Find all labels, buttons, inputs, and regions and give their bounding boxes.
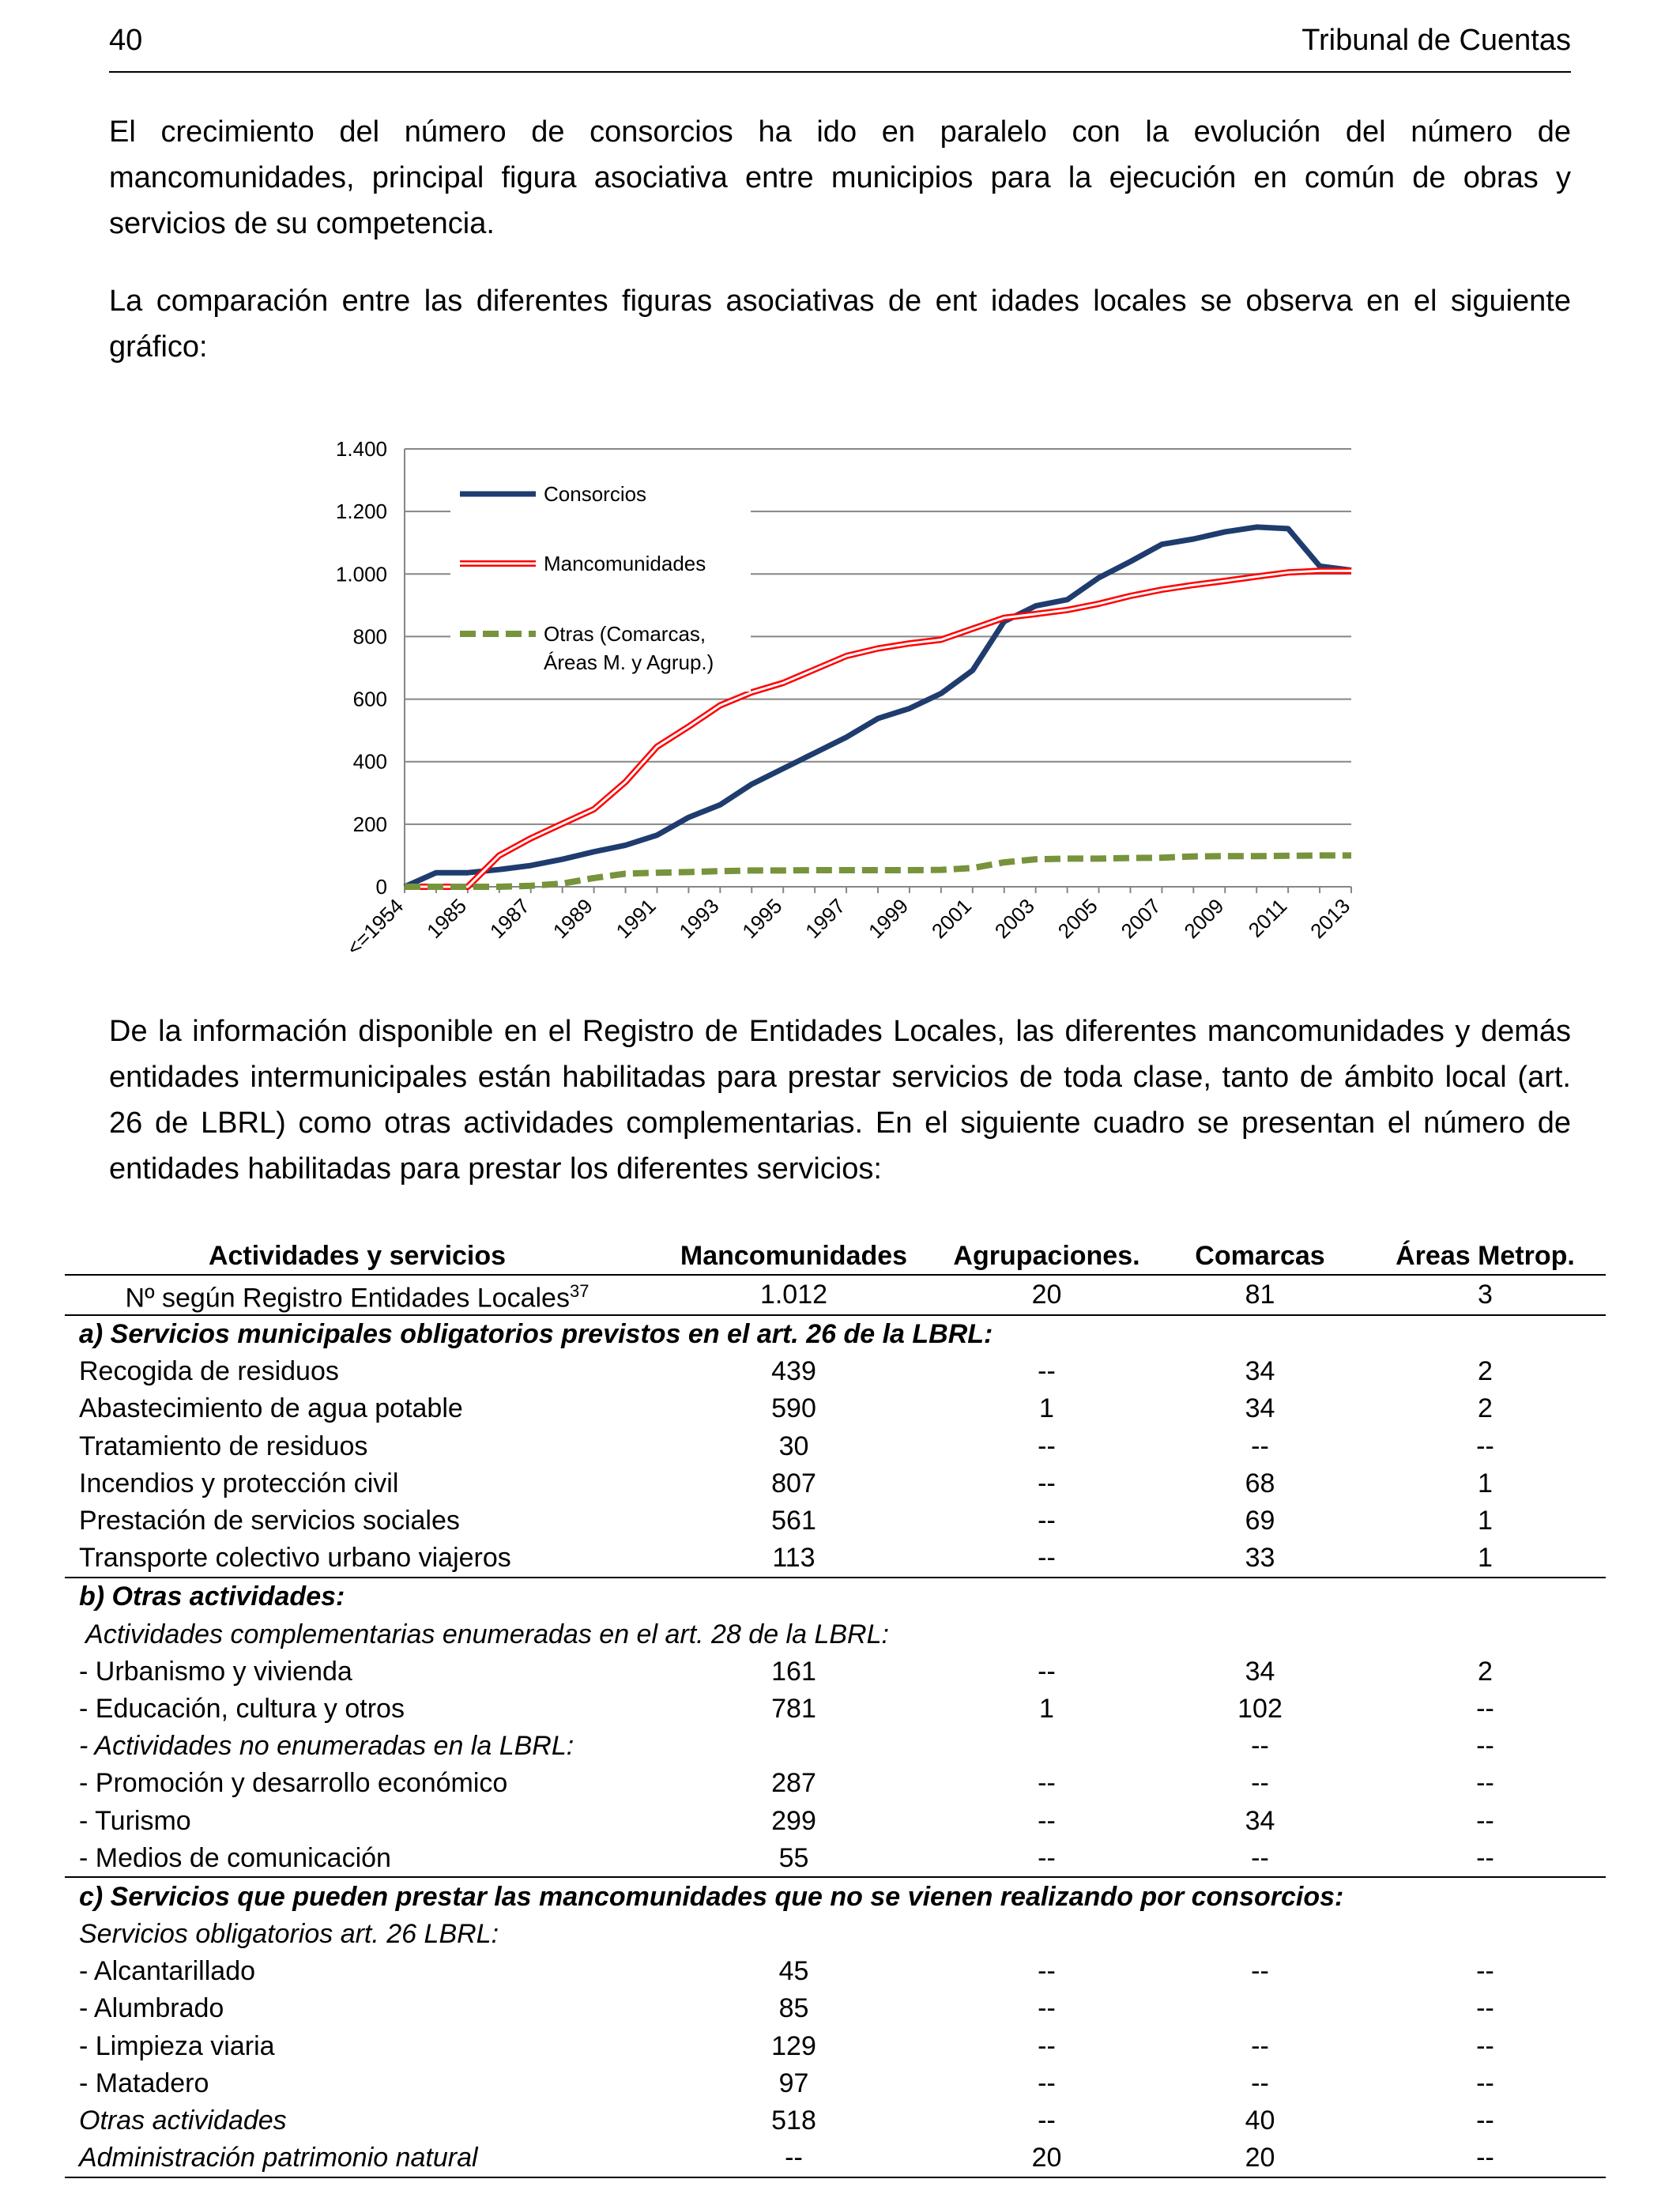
table-cell: --	[1476, 1731, 1494, 1762]
legend-label: Áreas M. y Agrup.)	[544, 650, 714, 674]
x-tick-label: 1997	[800, 894, 850, 944]
table-cell: --	[1251, 1842, 1269, 1873]
table-cell	[650, 1728, 938, 1765]
table-cell: 81	[1245, 1280, 1275, 1310]
table-cell: 85	[778, 1993, 809, 2024]
column-header: Áreas Metrop.	[1365, 1237, 1606, 1275]
x-tick-label: 1991	[611, 894, 661, 944]
table-cell: 3	[1478, 1280, 1493, 1310]
section-b-title: b) Otras actividades:	[65, 1578, 1606, 1615]
row-label: Tratamiento de residuos	[79, 1431, 368, 1461]
table-cell: --	[1038, 1805, 1056, 1836]
table-cell: --	[1476, 1993, 1494, 2024]
table-cell: 34	[1245, 1805, 1275, 1836]
paragraph-2: La comparación entre las diferentes figuras asociativas de ent idades locales se observa en el siguiente gráfico:	[109, 285, 1571, 364]
table-cell: 129	[771, 2030, 816, 2061]
table-cell: 33	[1245, 1543, 1275, 1574]
table-cell: --	[1038, 2030, 1056, 2061]
table-cell	[1155, 1990, 1365, 2027]
line-chart	[332, 419, 1375, 988]
footnote-ref: 37	[569, 1281, 590, 1302]
table-cell: 1	[1478, 1468, 1493, 1498]
row-label: - Urbanismo y vivienda	[79, 1656, 352, 1687]
table-cell: --	[1038, 1768, 1056, 1799]
table-cell: --	[1476, 1693, 1494, 1724]
table-row	[65, 2102, 1606, 2139]
table-cell: 299	[771, 1805, 816, 1836]
x-tick-label: 2013	[1305, 894, 1355, 944]
table-cell: 113	[772, 1543, 816, 1574]
column-header: Mancomunidades	[650, 1237, 938, 1275]
x-tick-label: 2009	[1179, 894, 1229, 944]
services-table	[65, 1237, 1606, 2178]
table-row	[65, 2139, 1606, 2177]
row-label: Administración patrimonio natural	[65, 2139, 650, 2177]
table-row	[65, 1465, 1606, 1502]
table-cell: 68	[1245, 1468, 1275, 1498]
section-b-body-2	[65, 1765, 1606, 1878]
row-label: - Medios de comunicación	[79, 1842, 391, 1873]
x-tick-label: 2005	[1053, 894, 1102, 944]
row-label: - Educación, cultura y otros	[79, 1693, 405, 1724]
table-cell: --	[1476, 1842, 1494, 1873]
section-b-subtitle-2: - Actividades no enumeradas en la LBRL:	[79, 1731, 574, 1762]
table-cell: 20	[1031, 1280, 1062, 1310]
x-tick-label: 1993	[674, 894, 724, 944]
registry-row	[65, 1275, 1606, 1314]
table-cell: 20	[938, 2139, 1155, 2177]
table-cell: 1.012	[759, 1280, 828, 1310]
column-header: Comarcas	[1155, 1237, 1365, 1275]
table-cell: 561	[771, 1506, 816, 1536]
table-row	[65, 1953, 1606, 1990]
table-row	[65, 2064, 1606, 2102]
table-cell: --	[1038, 1468, 1056, 1498]
table-cell: --	[1038, 1506, 1056, 1536]
y-tick-label: 0	[375, 875, 387, 899]
table-cell: 34	[1245, 1656, 1275, 1687]
x-tick-label: 1987	[484, 894, 534, 944]
table-cell: 2	[1478, 1656, 1493, 1687]
y-tick-label: 1.000	[335, 562, 387, 586]
column-header: Actividades y servicios	[65, 1237, 650, 1275]
page-number: 40	[109, 24, 143, 57]
paragraph-3: De la información disponible en el Registro de Entidades Locales, las diferentes mancomunidades y demás entidades intermunicipales están habilitadas para prestar servicios de toda clase, tanto de ámbito local (art. 26 de LBRL) como otras actividades complementarias. En el siguiente cuadro se presentan el número de entidades habilitadas para prestar los diferentes servicios:	[109, 1015, 1571, 1186]
x-tick-label: 2001	[926, 894, 977, 944]
section-a-body	[65, 1353, 1606, 1578]
row-label: - Limpieza viaria	[79, 2030, 275, 2061]
y-tick-label: 400	[352, 749, 387, 774]
table-row	[65, 1653, 1606, 1690]
row-label: Recogida de residuos	[79, 1356, 339, 1387]
x-tick-label: 2007	[1116, 894, 1166, 944]
row-label: Otras actividades	[79, 2105, 287, 2136]
table-cell: --	[1251, 1768, 1269, 1799]
running-title: Tribunal de Cuentas	[1301, 24, 1571, 57]
x-tick-label: 1995	[737, 894, 787, 944]
table-cell: 102	[1237, 1693, 1283, 1724]
subheading-row	[65, 1615, 1606, 1653]
table-cell: --	[1038, 1842, 1056, 1873]
table-cell: --	[1038, 1656, 1056, 1687]
table-cell: --	[1365, 2139, 1606, 2177]
table-cell: 287	[771, 1768, 816, 1799]
table-cell: --	[1038, 1431, 1056, 1461]
table-cell: --	[1038, 1543, 1056, 1574]
table-row	[65, 2027, 1606, 2064]
section-b-body-1	[65, 1653, 1606, 1727]
y-tick-label: 1.200	[335, 499, 387, 524]
table-cell: 1	[1478, 1506, 1493, 1536]
table-row	[65, 1540, 1606, 1578]
section-heading-row	[65, 1877, 1606, 1915]
table-cell: 1	[1039, 1693, 1054, 1724]
table-cell	[938, 1728, 1155, 1765]
table-cell: 30	[778, 1431, 809, 1461]
table-cell: 1	[1478, 1543, 1493, 1574]
table-cell: --	[1251, 1956, 1269, 1987]
table-cell: 55	[778, 1842, 809, 1873]
table-cell: 20	[1155, 2139, 1365, 2177]
table-cell: 781	[771, 1693, 816, 1724]
legend-label: Otras (Comarcas,	[544, 622, 706, 646]
table-cell: 807	[771, 1468, 816, 1498]
table-row	[65, 1690, 1606, 1727]
table-cell: 2	[1478, 1393, 1493, 1424]
row-label: - Promoción y desarrollo económico	[79, 1768, 508, 1799]
table-cell: --	[1476, 2030, 1494, 2061]
x-tick-label: <=1954	[341, 894, 409, 960]
section-heading-row	[65, 1315, 1606, 1353]
y-tick-label: 200	[352, 812, 387, 836]
row-label: - Alumbrado	[79, 1993, 224, 2024]
table-row	[65, 1390, 1606, 1427]
row-label: - Matadero	[79, 2068, 209, 2098]
row-label: Abastecimiento de agua potable	[79, 1393, 463, 1424]
table-row	[65, 1765, 1606, 1802]
table-cell: --	[1476, 2105, 1494, 2136]
row-label: Transporte colectivo urbano viajeros	[79, 1543, 511, 1574]
table-cell: 439	[771, 1356, 816, 1387]
section-c-body-2	[65, 2102, 1606, 2177]
table-cell: 590	[771, 1393, 816, 1424]
table-row	[65, 1502, 1606, 1539]
table-row	[65, 1353, 1606, 1390]
table-cell: 34	[1245, 1356, 1275, 1387]
section-c-body	[65, 1953, 1606, 2102]
x-tick-label: 1989	[548, 894, 597, 944]
section-c-subtitle: Servicios obligatorios art. 26 LBRL:	[79, 1919, 499, 1950]
table-cell: --	[1038, 1993, 1056, 2024]
table-cell: 40	[1245, 2105, 1275, 2136]
table-cell: 161	[771, 1656, 816, 1687]
x-tick-label: 1999	[864, 894, 913, 944]
table-cell: --	[1251, 1431, 1269, 1461]
x-tick-label: 2003	[989, 894, 1039, 944]
table-row	[65, 1802, 1606, 1839]
table-cell: --	[1251, 2030, 1269, 2061]
table-cell: 1	[1039, 1393, 1054, 1424]
table-cell: --	[1038, 2068, 1056, 2098]
row-label: Prestación de servicios sociales	[79, 1506, 460, 1536]
table-cell: --	[1476, 1805, 1494, 1836]
table-cell: 97	[778, 2068, 809, 2098]
section-a-title: a) Servicios municipales obligatorios previstos en el art. 26 de la LBRL:	[65, 1315, 1606, 1353]
table-cell: 45	[778, 1956, 809, 1987]
subheading-row	[65, 1728, 1606, 1765]
table-row	[65, 1990, 1606, 2027]
column-header: Agrupaciones.	[938, 1237, 1155, 1275]
table-cell: --	[1251, 2068, 1269, 2098]
table-cell: 2	[1478, 1356, 1493, 1387]
table-cell: --	[1038, 1356, 1056, 1387]
table-cell: --	[1476, 2068, 1494, 2098]
table-cell: --	[1476, 1768, 1494, 1799]
table-cell: 69	[1245, 1506, 1275, 1536]
table-cell: --	[1251, 1731, 1269, 1762]
x-tick-label: 1985	[421, 894, 472, 944]
legend-label: Mancomunidades	[544, 552, 706, 575]
x-tick-label: 2011	[1243, 894, 1292, 942]
table-cell: --	[1476, 1431, 1494, 1461]
table-cell: --	[1476, 1956, 1494, 1987]
table-cell: --	[650, 2139, 938, 2177]
table-cell: 518	[771, 2105, 816, 2136]
subheading-row	[65, 1916, 1606, 1953]
section-c-title: c) Servicios que pueden prestar las mancomunidades que no se vienen realizando por consorcios:	[65, 1877, 1606, 1915]
header-rule	[109, 71, 1571, 73]
table-row	[65, 1839, 1606, 1877]
paragraph-1: El crecimiento del número de consorcios ha ido en paralelo con la evolución del número de mancomunidades, principal figura asociativa entre municipios para la ejecución en común de obras y servicios de su competencia.	[109, 115, 1571, 240]
row-label: - Turismo	[79, 1805, 191, 1836]
table-cell: --	[1038, 2105, 1056, 2136]
registry-label: Nº según Registro Entidades Locales	[125, 1283, 570, 1314]
row-label: - Alcantarillado	[79, 1956, 256, 1987]
table-cell: --	[1038, 1956, 1056, 1987]
y-tick-label: 800	[352, 624, 387, 649]
section-b-subtitle: Actividades complementarias enumeradas en el art. 28 de la LBRL:	[79, 1619, 889, 1649]
section-heading-row	[65, 1578, 1606, 1615]
table-cell: 34	[1245, 1393, 1275, 1424]
table-row	[65, 1427, 1606, 1465]
legend-label: Consorcios	[544, 482, 647, 506]
table-header-row	[65, 1237, 1606, 1275]
y-tick-label: 600	[352, 687, 387, 711]
y-tick-label: 1.400	[335, 437, 387, 461]
row-label: Incendios y protección civil	[79, 1468, 399, 1498]
